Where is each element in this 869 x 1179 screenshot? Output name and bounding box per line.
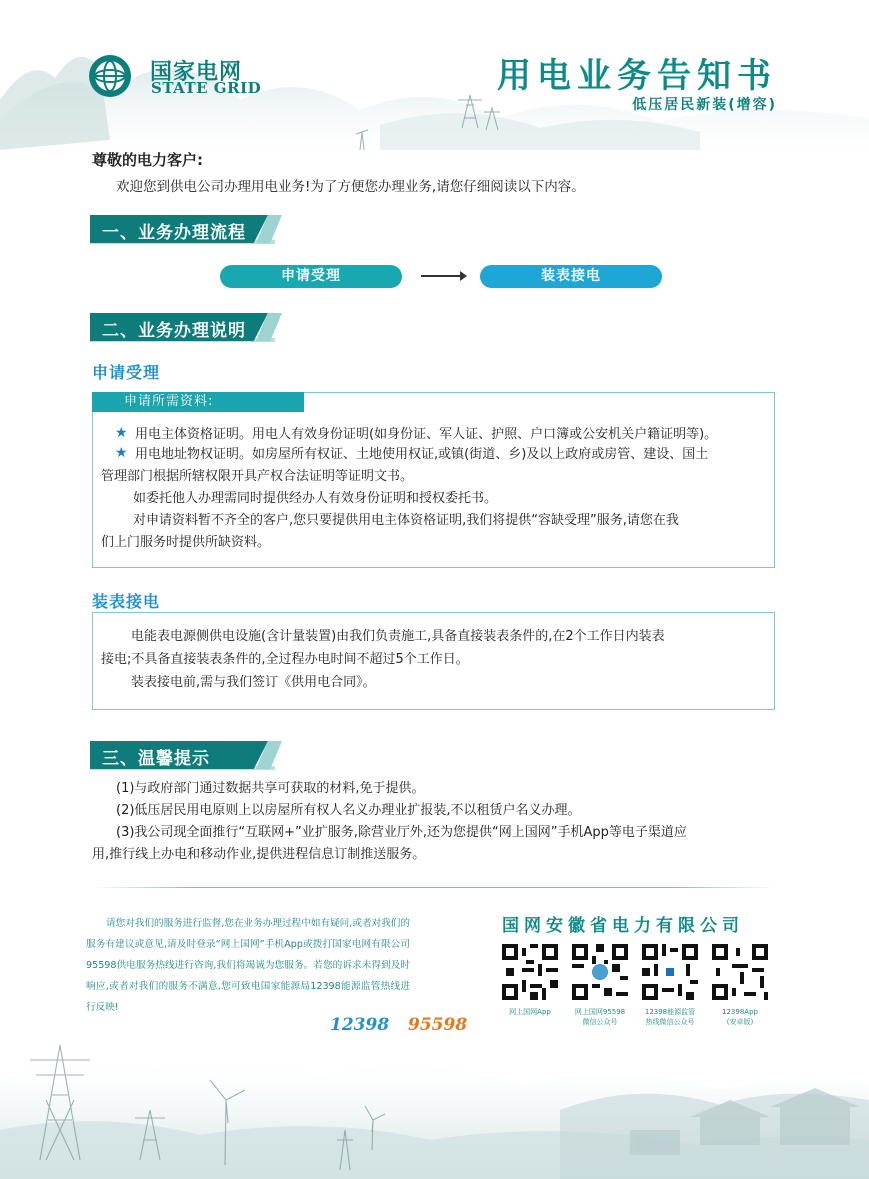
materials-line-3: 管理部门根据所辖权限开具产权合法证明等证明文书。	[101, 469, 414, 484]
document-subtitle: 低压居民新装(增容)	[632, 97, 777, 113]
tip-line-1: (1)与政府部门通过数据共享可获取的材料,免于提供。	[116, 781, 425, 796]
tip-line-3: (3)我公司现全面推行“互联网+”业扩服务,除营业厅外,还为您提供“网上国网”手机App等电子渠道应	[116, 825, 687, 840]
flow-arrow-icon	[421, 275, 465, 277]
section-banner-process	[90, 215, 282, 243]
qr-code-wechat-12398[interactable]	[642, 944, 698, 1000]
qr-caption-app: 网上国网App	[509, 1008, 551, 1016]
star-icon: ★	[115, 445, 128, 461]
qr-code-12398-app[interactable]	[712, 944, 768, 1000]
materials-line-6: 们上门服务时提供所缺资料。	[101, 535, 271, 550]
section-title-process: 一、业务办理流程	[102, 223, 246, 243]
materials-tag: 申请所需资料:	[92, 392, 304, 412]
materials-line-5: 对申请资料暂不齐全的客户,您只要提供用电主体资格证明,我们将提供“容缺受理”服务,请您在我	[133, 513, 679, 528]
qr-caption-12398-app: 12398App (安卓版)	[722, 1008, 758, 1026]
install-line-2: 接电;不具备直接装表条件的,全过程办电时间不超过5个工作日。	[101, 652, 469, 667]
footer-notice-text: 请您对我们的服务进行监督,您在业务办理过程中如有疑问,或者对我们的服务有建议或意见,请及时登录“网上国网”手机App或拨打国家电网有限公司95598供电服务热线进行咨询,我们将竭诚为您服务。若您的诉求未得到及时响应,或者对我们的服务不满意,您可致电国家能源局12398能源监管热线进行反映!	[86, 918, 410, 1013]
footer-divider	[92, 887, 775, 888]
intro-text: 欢迎您到供电公司办理用电业务!为了方便您办理业务,请您仔细阅读以下内容。	[116, 179, 585, 195]
subheading-install: 装表接电	[92, 592, 161, 611]
document-title: 用电业务告知书	[497, 56, 777, 96]
section-title-explain: 二、业务办理说明	[102, 321, 246, 341]
install-info-box	[92, 612, 775, 710]
qr-code-app[interactable]	[502, 944, 558, 1000]
section-title-tips: 三、温馨提示	[102, 749, 210, 769]
tip-line-4: 用,推行线上办电和移动作业,提供进程信息订制推送服务。	[92, 847, 426, 862]
materials-line-1: 用电主体资格证明。用电人有效身份证明(如身份证、军人证、护照、户口簿或公安机关户籍证明等)。	[135, 427, 718, 442]
install-line-3: 装表接电前,需与我们签订《供用电合同》。	[131, 675, 376, 690]
install-line-1: 电能表电源侧供电设施(含计量装置)由我们负责施工,具备直接装表条件的,在2个工作日内装表	[131, 629, 665, 644]
star-icon: ★	[115, 425, 128, 441]
flow-step-install: 装表接电	[480, 265, 662, 288]
materials-line-4: 如委托他人办理需同时提供经办人有效身份证明和授权委托书。	[133, 491, 498, 506]
company-name: 国网安徽省电力有限公司	[502, 916, 744, 936]
qr-code-wechat-95598[interactable]	[572, 944, 628, 1000]
greeting: 尊敬的电力客户:	[92, 151, 203, 169]
section-banner-explain	[90, 313, 282, 341]
subheading-apply: 申请受理	[92, 363, 161, 382]
logo-chinese-name: 国家电网	[150, 60, 243, 85]
qr-caption-wechat-95598: 网上国网95598 微信公众号	[574, 1008, 626, 1026]
tip-line-2: (2)低压居民用电原则上以房屋所有权人名义办理业扩报装,不以租赁户名义办理。	[116, 803, 581, 818]
materials-line-2: 用电地址物权证明。如房屋所有权证、土地使用权证,或镇(街道、乡)及以上政府或房管、建设、国土	[135, 447, 709, 462]
flow-step-apply: 申请受理	[220, 265, 402, 288]
qr-caption-wechat-12398: 12398能源监管 热线微信公众号	[644, 1008, 696, 1026]
footer-notice	[86, 913, 410, 1018]
state-grid-logo-emblem	[88, 54, 132, 98]
section-banner-tips	[90, 741, 282, 769]
hotline-95598-logo: 95598	[408, 1015, 468, 1035]
hotline-12398-logo: 12398	[330, 1015, 390, 1035]
apply-materials-box	[92, 392, 775, 568]
logo-english-name: STATE GRID	[151, 79, 262, 97]
